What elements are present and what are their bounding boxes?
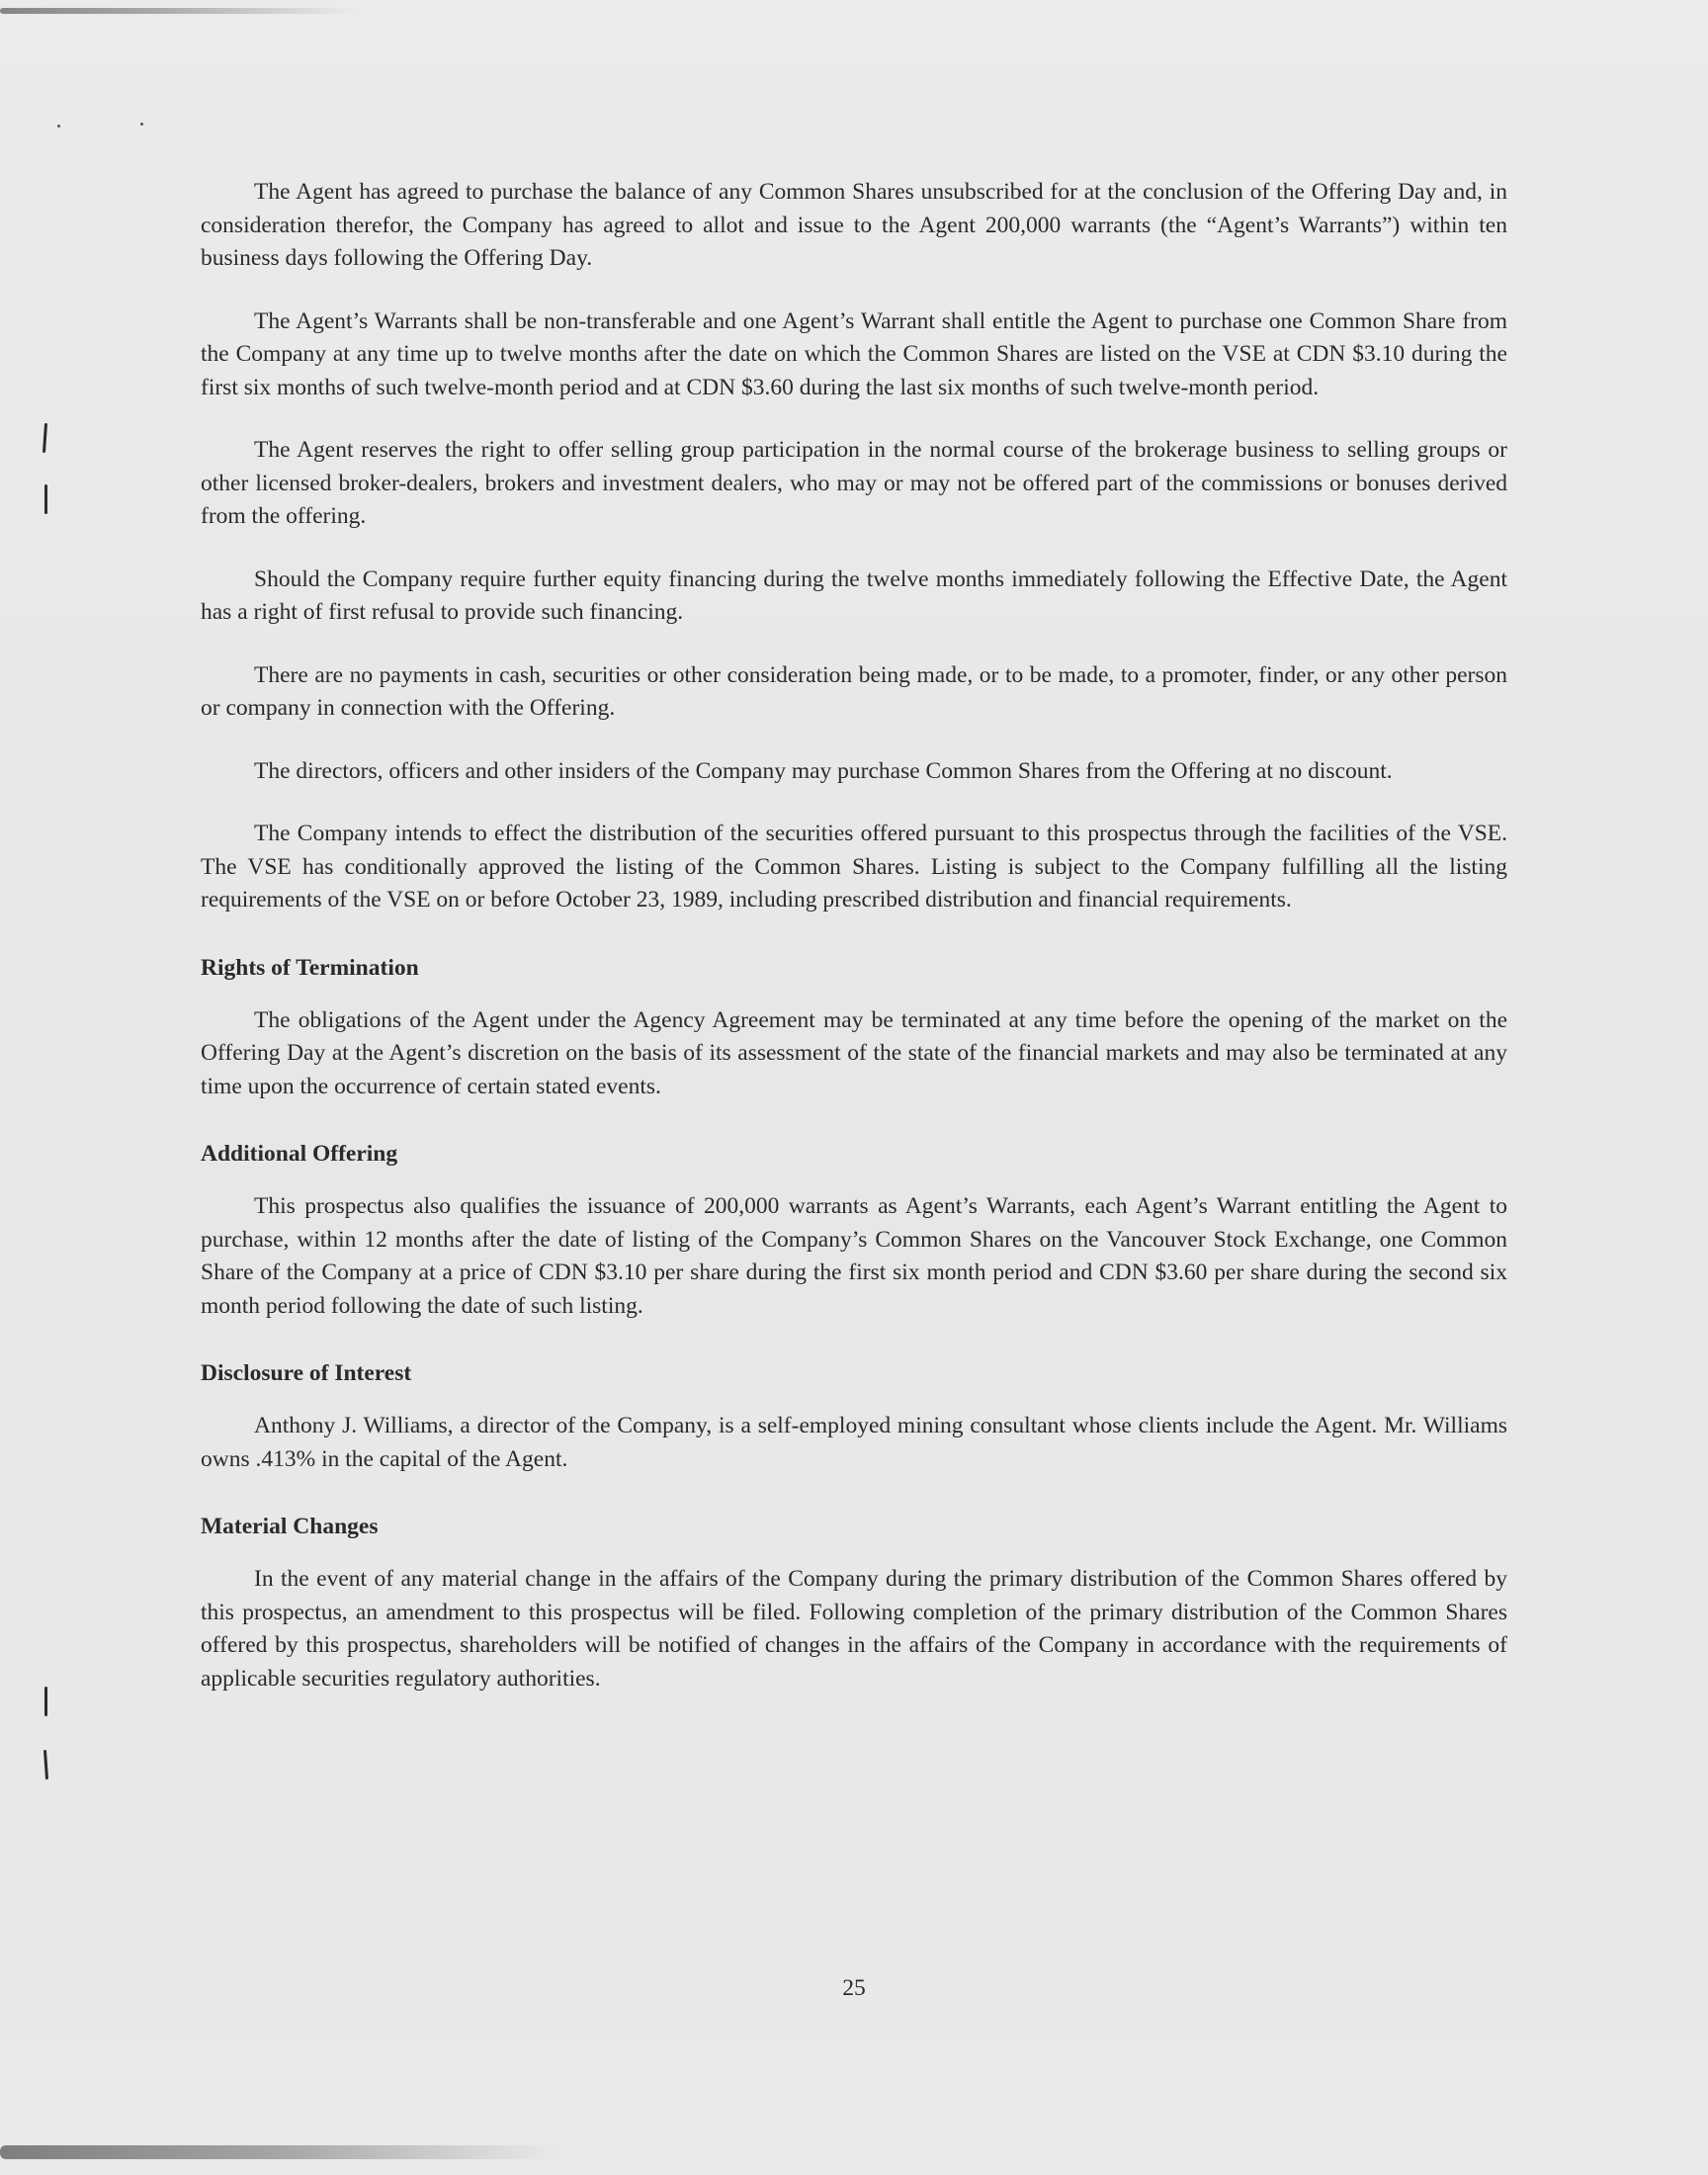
document-body bbox=[201, 176, 1507, 1725]
paragraph: Should the Company require further equity financing during the twelve months immediately following the Effective Date, the Agent has a right of first refusal to provide such financing. bbox=[201, 566, 1507, 625]
scan-speck bbox=[140, 123, 143, 126]
margin-mark bbox=[44, 484, 47, 514]
section-heading-rights-of-termination: Rights of Termination bbox=[201, 954, 419, 981]
paragraph: The Agent’s Warrants shall be non-transferable and one Agent’s Warrant shall entitle the Agent to purchase one Common Share from the Company at any time up to twelve months after the date on which the Common Shares are listed on the VSE at CDN $3.10 during the first six months of such twelve-month period and at CDN $3.60 during the last six months of such twelve-month period. bbox=[201, 307, 1507, 400]
paragraph: The Agent has agreed to purchase the balance of any Common Shares unsubscribed for at the conclusion of the Offering Day and, in consideration therefor, the Company has agreed to allot and issue to the Agent 200,000 warrants (the “Agent’s Warrants”) within ten business days following the Offering Day. bbox=[201, 179, 1507, 271]
scan-shadow-top bbox=[0, 8, 356, 14]
paragraph: The directors, officers and other insiders of the Company may purchase Common Shares from the Offering at no discount. bbox=[254, 757, 1393, 784]
section-body-additional-offering: This prospectus also qualifies the issuance of 200,000 warrants as Agent’s Warrants, each Agent’s Warrant entitling the Agent to purchase, within 12 months after the date of listing of the Company’s Common Shares on the Vancouver Stock Exchange, one Common Share of the Company at a price of CDN $3.10 per share during the first six month period and CDN $3.60 per share during the second six month period following the date of such listing. bbox=[201, 1193, 1507, 1319]
paragraph: The Agent reserves the right to offer selling group participation in the normal course of the brokerage business to selling groups or other licensed broker-dealers, brokers and investment dealers, who may or may not be offered part of the commissions or bonuses derived from the offering. bbox=[201, 437, 1507, 529]
page-number: 25 bbox=[842, 1975, 866, 2001]
section-heading-disclosure-of-interest: Disclosure of Interest bbox=[201, 1360, 412, 1386]
section-body-disclosure-of-interest: Anthony J. Williams, a director of the Company, is a self-employed mining consultant whose clients include the Agent. Mr. Williams owns .413% in the capital of the Agent. bbox=[201, 1413, 1507, 1472]
margin-mark bbox=[43, 423, 47, 453]
paragraph: The Company intends to effect the distribution of the securities offered pursuant to this prospectus through the facilities of the VSE. The VSE has conditionally approved the listing of the Common Shares. Listing is subject to the Company fulfilling all the listing requirements of the VSE on or before October 23, 1989, including prescribed distribution and financial requirements. bbox=[201, 821, 1507, 913]
section-heading-additional-offering: Additional Offering bbox=[201, 1141, 398, 1167]
paragraph: There are no payments in cash, securities or other consideration being made, or to be made, to a promoter, finder, or any other person or company in connection with the Offering. bbox=[201, 661, 1507, 721]
section-body-rights-of-termination: The obligations of the Agent under the Agency Agreement may be terminated at any time before the opening of the market on the Offering Day at the Agent’s discretion on the basis of its assessment of the state of the financial markets and may also be terminated at any time upon the occurrence of certain stated events. bbox=[201, 1006, 1507, 1099]
margin-mark bbox=[43, 1750, 48, 1780]
section-body-material-changes: In the event of any material change in the affairs of the Company during the primary distribution of the Common Shares offered by this prospectus, an amendment to this prospectus will be filed. Following completion of the primary distribution of the Common Shares offered by this prospectus, shareholders will be notified of changes in the affairs of the Company in accordance with the requirements of applicable securities regulatory authorities. bbox=[201, 1566, 1507, 1692]
scan-shadow-bottom bbox=[0, 2145, 554, 2159]
scan-speck bbox=[57, 125, 60, 128]
section-heading-material-changes: Material Changes bbox=[201, 1514, 379, 1539]
margin-mark bbox=[44, 1687, 47, 1716]
